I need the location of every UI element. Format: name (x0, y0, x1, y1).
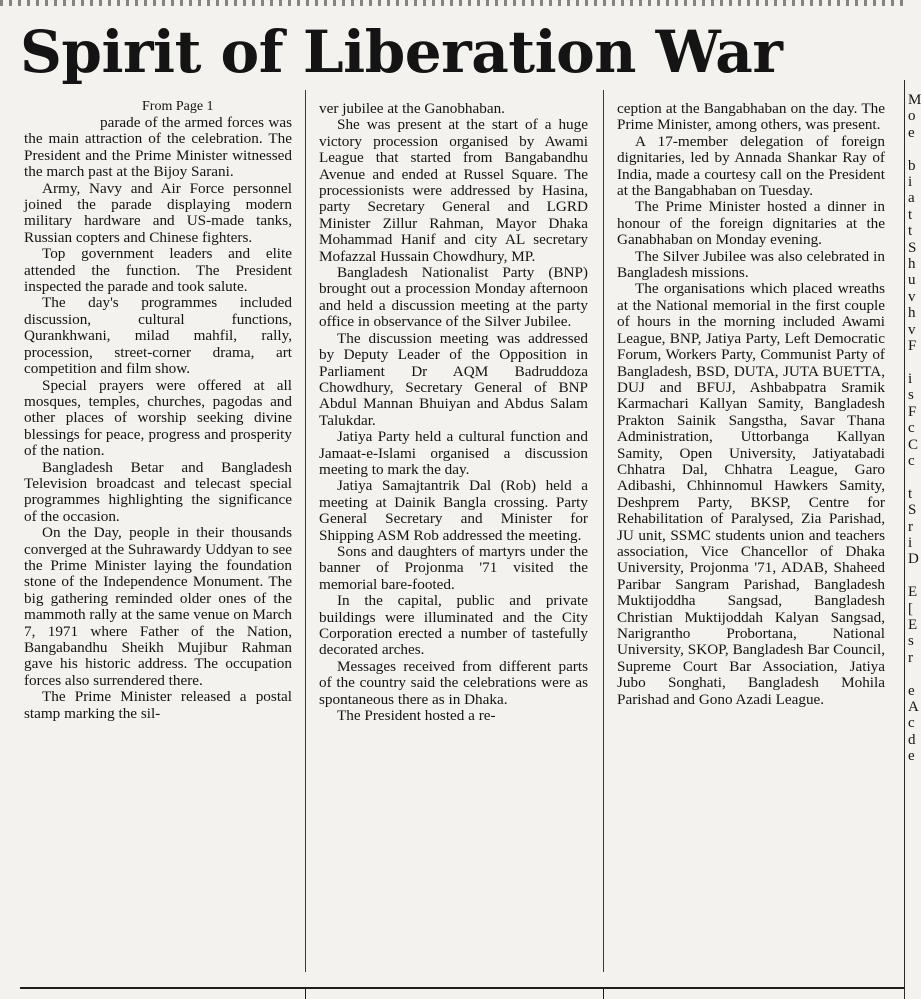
clipped-letter: S (908, 502, 917, 519)
article-paragraph: Bangladesh Betar and Bangladesh Television broadcast and telecast special programmes highlighting the significance of the occasion. (24, 458, 292, 525)
clipped-letter (908, 355, 920, 371)
article-paragraph: A 17-member delegation of foreign dignitaries, led by Annada Shankar Ray of India, made a courtesy call on the President at the Bangabhaban on Tuesday. (617, 132, 885, 200)
clipped-letter: o (908, 108, 916, 125)
article-paragraph: She was present at the start of a huge victory procession organised by Awami League that started from Bangabandhu Avenue and ended at Russel Square. The processionists were addressed by Hasina, party Secretary General and LGRD Minister Zillur Rahman, Mayor Dhaka Mohammad Hanif and city AL secretary Mofazzal Hussain Chowdhury, MP. (319, 116, 588, 265)
clipped-letter: s (908, 633, 914, 650)
column-rule-1 (305, 90, 306, 972)
article-column-1 (24, 99, 292, 722)
clipped-letter: F (908, 403, 917, 420)
article-paragraph: Jatiya Samajtantrik Dal (Rob) held a meeting at Dainik Bangla crossing. Party General Secretary and Minister for Shipping ASM Rob addressed the meeting. (319, 477, 588, 544)
clipped-letter: h (908, 305, 916, 322)
column-rule-edge (904, 80, 905, 999)
clipped-letter (908, 568, 920, 584)
article-paragraph: Army, Navy and Air Force personnel joined the parade displaying modern military hardware and US-made tanks, Russian copters and Chinese fighters. (24, 179, 292, 246)
clipped-letter: F (908, 338, 917, 355)
clipped-letter: e (908, 682, 915, 699)
bottom-rule-tick-1 (305, 989, 306, 999)
article-paragraph: Messages received from different parts of the country said the celebrations were as spontaneous there as in Dhaka. (319, 657, 588, 708)
clipped-letter (908, 666, 920, 682)
continuation-folio: From Page 1 (142, 99, 214, 114)
clipped-letter (908, 141, 920, 157)
clipped-letter: D (908, 551, 919, 568)
clipped-letter: i (908, 174, 913, 191)
clipped-letter: v (908, 321, 916, 338)
clipped-letter: c (908, 452, 915, 469)
clipped-letter: E (908, 617, 918, 633)
clipped-letter: E (908, 584, 918, 601)
clipped-letter: C (908, 436, 919, 453)
article-paragraph: ception at the Bangabhaban on the day. The Prime Minister, among others, was present. (617, 100, 885, 134)
clipped-letter: c (908, 420, 915, 437)
article-column-3 (617, 101, 885, 708)
clipped-adjacent-column (908, 92, 920, 987)
article-paragraph: Top government leaders and elite attended the function. The President inspected the parade and took salute. (24, 245, 292, 296)
article-paragraph: Sons and daughters of martyrs under the banner of Projonma '71 visited the memorial bare-footed. (319, 542, 588, 593)
article-paragraph: In the capital, public and private buildings were illuminated and the City Corporation erected a number of tastefully decorated arches. (319, 592, 588, 659)
article-column-2 (319, 101, 588, 724)
clipped-top-text-strip (0, 0, 905, 6)
clipped-letter (908, 469, 920, 485)
bottom-rule (20, 987, 905, 989)
clipped-letter: b (908, 157, 916, 174)
clipped-letter: t (908, 223, 913, 240)
clipped-letter: e (908, 124, 915, 141)
column-rule-2 (603, 90, 604, 972)
bottom-rule-tick-2 (603, 989, 604, 999)
clipped-letter: r (908, 649, 913, 666)
clipped-letter: s (908, 387, 914, 404)
column-3-paragraphs (617, 101, 885, 708)
clipped-letter: i (908, 370, 913, 387)
clipped-letter: r (908, 518, 913, 535)
clipped-letter: d (908, 731, 916, 748)
clipped-letter: M (908, 92, 921, 108)
article-paragraph: The organisations which placed wreaths at the National memorial in the first couple of hours in the morning included Awami League, BNP, Jatiya Party, Left Democratic Forum, Workers Party, Communist Party of Bangladesh, BSD, DUTA, JUTA BUETTA, DUJ and BFUJ, Ashbabpatra Sramik Karmachari Kallyan Samity, Bangladesh Prakton Sainik Sangstha, Savar Thana Administration, Uttorbanga Kallyan Samity, Open University, Jatiyatabadi Chhatra Dal, Chhatra League, Garo Adibashi, Chhinnomul Hawkers Samity, Deshprem Party, BKSP, Centre for Rehabilitation of Paralysed, Zia Parishad, JU unit, SSMC students union and teachers association, Vice Chancellor of Dhaka University, Projonma '71, ADAB, Shaheed Paribar Sangram Parishad, Bangladesh Muktijoddha Sangsad, Bangladesh Christian Muktijoddah Kalyan Sangsad, Narigrantho Probortana, National University, SKOP, Bangladesh Bar Council, Supreme Court Bar Association, Jatiya Jubo Songhati, Bangladesh Mohila Parishad and Gono Azadi League. (617, 280, 885, 708)
article-paragraph: ver jubilee at the Ganobhaban. (319, 100, 505, 117)
article-paragraph: On the Day, people in their thousands converged at the Suhrawardy Uddyan to see the Prime Minister laying the foundation stone of the Independence Monument. The big gathering reminded older ones of the mammoth rally at the same venue on March 7, 1971 where Father of the Nation, Bangabandhu Sheikh Mujibur Rahman gave his historic address. The occupation forces also surrendered there. (24, 524, 292, 689)
clipped-letter: u (908, 272, 916, 289)
clipped-letter: v (908, 288, 916, 305)
article-paragraph: The President hosted a re- (337, 707, 496, 725)
clipped-letter: A (908, 699, 919, 716)
article-paragraph: The discussion meeting was addressed by Deputy Leader of the Opposition in Parliament Dr AQM Badruddoza Chowdhury, Secretary General of BNP Abdul Mannan Bhuiyan and Abdus Salam Talukdar. (319, 329, 588, 429)
clipped-letter: i (908, 534, 913, 551)
clipped-letter: S (908, 239, 917, 256)
clipped-letter: a (908, 190, 915, 207)
article-paragraph: The Prime Minister released a postal stamp marking the sil- (24, 688, 292, 722)
clipped-letter: t (908, 206, 913, 223)
clipped-letter: c (908, 715, 915, 732)
article-paragraph: The Silver Jubilee was also celebrated in Bangladesh missions. (617, 247, 885, 282)
article-paragraph: Bangladesh Nationalist Party (BNP) brought out a procession Monday afternoon and held a discussion meeting at the party office in observance of the Silver Jubilee. (319, 264, 588, 331)
clipped-letter: h (908, 256, 916, 273)
clipped-letter: t (908, 485, 913, 502)
clipped-letter: [ (908, 600, 913, 617)
article-paragraph: Special prayers were offered at all mosques, temples, churches, pagodas and other places of worship seeking divine blessings for peace, progress and prosperity of the nation. (24, 376, 292, 460)
clipped-letter: e (908, 748, 915, 765)
article-paragraph: The day's programmes included discussion, cultural functions, Qurankhwani, milad mahfil, rally, procession, street-corner drama, art competition and film show. (24, 294, 292, 378)
column-2-paragraphs (319, 101, 588, 724)
article-paragraph: Jatiya Party held a cultural function and Jamaat-e-Islami organised a discussion meeting to mark the day. (319, 428, 588, 478)
article-headline: Spirit of Liberation War (20, 18, 783, 86)
article-paragraph: The Prime Minister hosted a dinner in honour of the foreign dignitaries at the Ganabhaban on Monday evening. (617, 198, 885, 249)
article-paragraph: parade of the armed forces was the main attraction of the celebration. The President and the Prime Minister witnessed the march past at the Bijoy Sarani. (24, 114, 292, 181)
column-1-paragraphs (24, 115, 292, 722)
